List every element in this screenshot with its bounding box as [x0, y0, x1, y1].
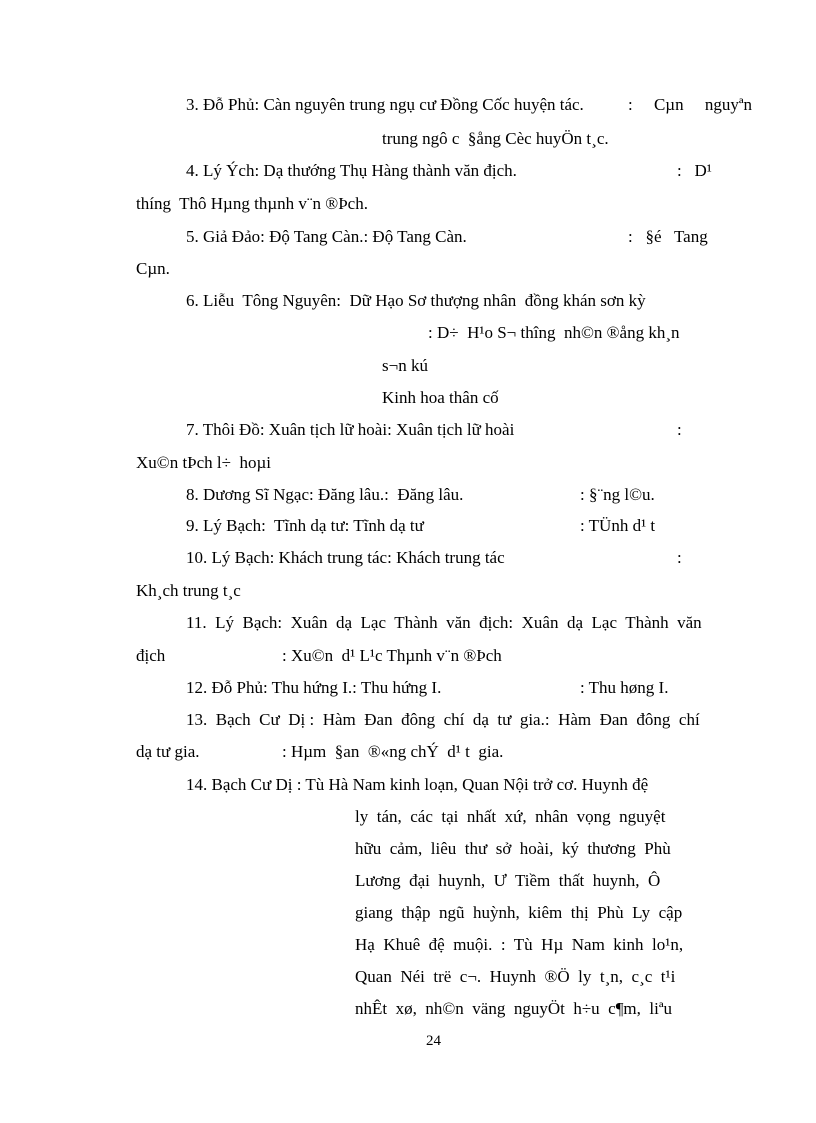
text-line: 14. Bạch Cư Dị : Tù Hà Nam kinh loạn, Quan Nội trở cơ. Huynh đệ [186, 775, 649, 794]
text-line: 11. Lý Bạch: Xuân dạ Lạc Thành văn địch: Xuân dạ Lạc Thành văn [186, 613, 702, 632]
text-line: ly tán, các tại nhất xứ, nhân vọng nguyệt [355, 807, 666, 826]
text-line: dạ tư gia. [136, 742, 200, 761]
text-line: Xu©n tÞch l÷ hoµi [136, 453, 271, 472]
text-line: thíng Thô Hµng thµnh v¨n ®Þch. [136, 194, 368, 213]
text-line: : D÷ H¹o S¬ thîng nh©n ®ång kh¸n [428, 323, 680, 342]
text-line: : Xu©n d¹ L¹c Thµnh v¨n ®Þch [282, 646, 502, 665]
text-line: hữu cảm, liêu thư sở hoài, ký thương Phù [355, 839, 671, 858]
text-line: 9. Lý Bạch: Tĩnh dạ tư: Tĩnh dạ tư [186, 516, 424, 535]
text-line: 4. Lý Ých: Dạ thướng Thụ Hàng thành văn địch. [186, 161, 517, 180]
text-line: : Thu høng I. [580, 678, 669, 697]
text-line: địch [136, 646, 166, 665]
text-line: 8. Dương Sĩ Ngạc: Đăng lâu.: Đăng lâu. [186, 485, 464, 504]
page-number: 24 [426, 1033, 441, 1049]
text-line: trung ngô c §ång Cèc huyÖn t¸c. [382, 129, 609, 148]
text-line: 3. Đỗ Phủ: Càn nguyên trung ngụ cư Đồng Cốc huyện tác. [186, 95, 584, 114]
text-line: s¬n kú [382, 356, 428, 375]
text-line: : §é Tang [628, 227, 708, 246]
text-line: : D¹ [677, 161, 712, 180]
text-line: : §¨ng l©u. [580, 485, 655, 504]
text-line: 6. Liễu Tông Nguyên: Dữ Hạo Sơ thượng nhân đồng khán sơn kỳ [186, 291, 646, 310]
text-line: Lương đại huynh, Ư Tiềm thất huynh, Ô [355, 871, 661, 890]
text-line: Kinh hoa thân cố [382, 388, 499, 407]
text-line: 13. Bạch Cư Dị : Hàm Đan đông chí dạ tư gia.: Hàm Đan đông chí [186, 710, 700, 729]
text-line: giang thập ngũ huỳnh, kiêm thị Phù Ly cập [355, 903, 683, 922]
text-line: : Hµm §an ®«ng chÝ d¹ t gia. [282, 742, 504, 761]
text-line: 5. Giả Đảo: Độ Tang Càn.: Độ Tang Càn. [186, 227, 467, 246]
text-line: : TÜnh d¹ t [580, 516, 656, 535]
text-line: : [677, 420, 682, 439]
text-line: Quan Néi trë c¬. Huynh ®Ö ly t¸n, c¸c t¹i [355, 967, 676, 986]
text-line: 10. Lý Bạch: Khách trung tác: Khách trung tác [186, 548, 505, 567]
text-line: : Cµn nguyªn [628, 95, 753, 114]
text-line: Hạ Khuê đệ muội. : Tù Hµ Nam kinh lo¹n, [355, 935, 684, 954]
text-line: Cµn. [136, 259, 170, 278]
text-line: : [677, 548, 682, 567]
text-line: nhÊt xø, nh©n väng nguyÖt h÷u c¶m, liªu [355, 999, 673, 1018]
text-line: Kh¸ch trung t¸c [136, 581, 241, 600]
text-line: 7. Thôi Đồ: Xuân tịch lữ hoài: Xuân tịch lữ hoài [186, 420, 515, 439]
text-line: 12. Đỗ Phủ: Thu hứng I.: Thu hứng I. [186, 678, 442, 697]
